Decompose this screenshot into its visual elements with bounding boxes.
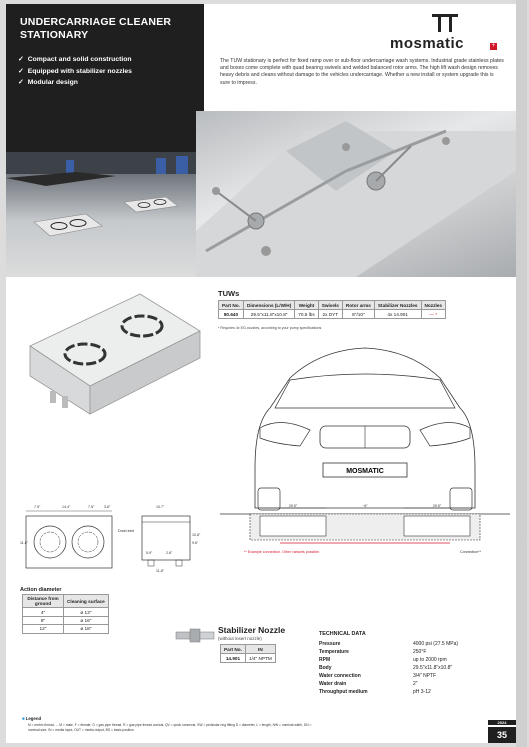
svg-text:11.8": 11.8" bbox=[20, 541, 29, 545]
svg-text:29.5": 29.5" bbox=[432, 504, 442, 508]
floor-install-photo bbox=[6, 152, 196, 277]
check-icon: ✓ bbox=[18, 67, 24, 75]
tech-data-list bbox=[319, 640, 458, 696]
tech-row: RPM up to 2000 rpm bbox=[319, 657, 447, 663]
mosmatic-logo bbox=[390, 12, 505, 52]
svg-text:5.9": 5.9" bbox=[146, 551, 153, 555]
svg-text:10.8": 10.8" bbox=[192, 533, 201, 537]
tech-row: Water drain 2" bbox=[319, 681, 418, 687]
page-number: 35 bbox=[488, 727, 516, 743]
table-row: 14.901 1/4" NPTM bbox=[221, 654, 276, 663]
stabilizer-nozzle-image bbox=[174, 624, 218, 646]
table-header-row: Distance from ground Cleaning surface bbox=[23, 595, 109, 608]
tuws-spec-table bbox=[218, 300, 446, 319]
tech-data-title: TECHNICAL DATA bbox=[319, 631, 366, 637]
feature-item: ✓ Compact and solid construction bbox=[18, 56, 132, 63]
svg-text:7.5": 7.5" bbox=[88, 505, 95, 509]
vertical-website-text: WWW.MOSMATIC.COM bbox=[514, 468, 529, 644]
table-header-row: Part No. IN bbox=[221, 645, 276, 654]
check-icon: ✓ bbox=[18, 56, 24, 63]
svg-text:11.8": 11.8" bbox=[156, 569, 165, 573]
tech-row: Water connection 3/4" NPTF bbox=[319, 673, 437, 679]
top-view-drawing bbox=[20, 502, 120, 574]
tuws-title: TUWs bbox=[218, 289, 240, 298]
feature-list bbox=[18, 54, 132, 89]
logo-mark-icon bbox=[430, 12, 460, 34]
nozzle-table bbox=[220, 644, 276, 663]
table-row: 8" ø 16" bbox=[23, 616, 109, 624]
svg-text:14.4": 14.4" bbox=[62, 505, 71, 509]
tech-row: Temperature 250°F bbox=[319, 649, 427, 655]
table-row: 80.640 29.5"x11.8"x10.8" 70.5 lbs 2x DYT 8"/10" 4x 14.901 — * bbox=[219, 310, 446, 319]
feature-item: ✓ Modular design bbox=[18, 79, 78, 86]
table-row: 4" ø 13" bbox=[23, 608, 109, 616]
table-header-row: Part No. Dimensions (L/W/H) Weight Swivels Rotor arms Stabilizer Nozzles Nozzles bbox=[219, 301, 446, 310]
check-icon: ✓ bbox=[18, 79, 24, 86]
tuws-footnote: * Requires 4x EG-nozzles, according to your pump specifications bbox=[218, 326, 322, 330]
tech-row: Throughput medium pH 3-12 bbox=[319, 689, 431, 695]
legend-bullet-icon: ■ bbox=[22, 716, 26, 721]
svg-text:~6": ~6" bbox=[362, 504, 368, 508]
plate-text: MOSMATIC bbox=[346, 468, 384, 475]
action-diameter-title: Action diameter bbox=[20, 587, 62, 593]
svg-text:29.5": 29.5" bbox=[288, 504, 298, 508]
svg-text:10.7": 10.7" bbox=[156, 505, 165, 509]
plate-product-image bbox=[20, 286, 205, 421]
tech-row: Body 29.5"x11.8"x10.8" bbox=[319, 665, 453, 671]
catalog-page bbox=[6, 4, 529, 743]
svg-text:2.8": 2.8" bbox=[166, 551, 173, 555]
swiss-flag-icon: + bbox=[491, 43, 496, 49]
nozzle-title: Stabilizer Nozzle bbox=[218, 625, 286, 635]
steel-box-photo bbox=[196, 111, 516, 277]
svg-text:3.8": 3.8" bbox=[104, 505, 111, 509]
legend-title: ■ Legend bbox=[22, 716, 42, 721]
action-diameter-table bbox=[22, 594, 109, 634]
side-view-drawing bbox=[118, 502, 208, 574]
tech-row: Pressure 4000 psi (27.5 MPa) bbox=[319, 641, 459, 647]
intro-text: The TUW stationary is perfect for fixed ramp over or sub-floor undercarriage wash systems. Industrial grade stainless plates and boxes come complete with quad bearing swivels and welded balanced rotor arms. The high lift wash design removes heavy debris and cleans without damage to the vehicles undercarriage. Whether a new install or system upgrade this is sure to impress. bbox=[220, 58, 504, 86]
connection-label: Connection** bbox=[460, 550, 481, 554]
nozzle-subtitle: (without insert nozzle) bbox=[218, 636, 262, 641]
legend-text: M = metric thread, ... M = male, F = female, G = gas pipe thread, R = gas pipe thread conical, QV = quick connects, SW = pedicular ring fitting D = diameter, L = length, NW = nominal width, DN = nominal size, IN = media input, OUT = media output, BS = basic position bbox=[28, 723, 312, 732]
svg-text:Drain inlet: Drain inlet bbox=[118, 529, 135, 533]
logo-word: mosmatic bbox=[390, 35, 465, 52]
page-year: 2024 bbox=[488, 720, 516, 725]
car-installation-diagram bbox=[220, 338, 510, 568]
svg-text:7.5": 7.5" bbox=[34, 505, 41, 509]
example-note: ** Example connection. Other variants possible. bbox=[244, 550, 320, 554]
feature-item: ✓ Equipped with stabilizer nozzles bbox=[18, 67, 132, 75]
header-block bbox=[6, 4, 204, 152]
svg-text:9.6": 9.6" bbox=[192, 541, 199, 545]
page-title: UNDERCARRIAGE CLEANER STATIONARY bbox=[20, 16, 172, 41]
table-row: 12" ø 18" bbox=[23, 625, 109, 633]
